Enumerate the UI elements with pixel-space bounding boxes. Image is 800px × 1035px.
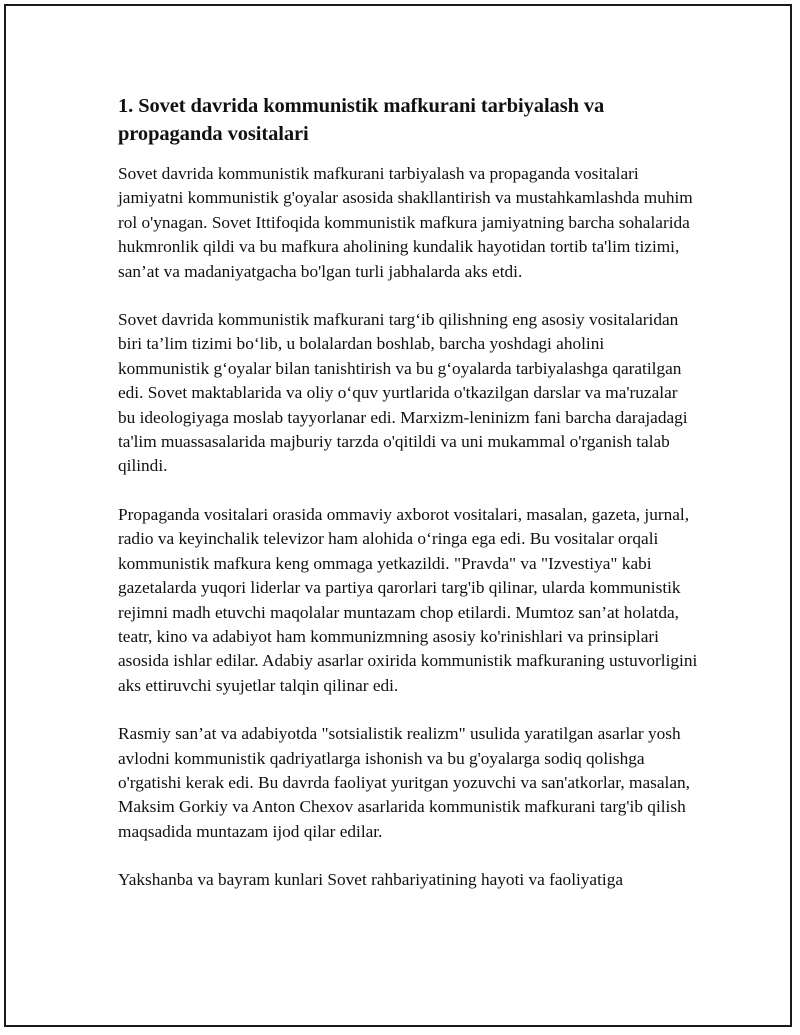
paragraph-socialist-realism: Rasmiy san’at va adabiyotda "sotsialistik realizm" usulida yaratilgan asarlar yosh avlodni kommunistik qadriyatlarga ishonish va bu g'oyalarga sodiq qolishga o'rgatishi kerak edi. Bu davrda faoliyat yuritgan yozuvchi va san'atkorlar, masalan, Maksim Gorkiy va Anton Chexov asarlarida kommunistik mafkurani targ'ib qilish maqsadida muntazam ijod qilar edilar.: [118, 724, 690, 841]
paragraph-education-system: Sovet davrida kommunistik mafkurani targ‘ib qilishning eng asosiy vositalaridan biri ta’lim tizimi bo‘lib, u bolalardan boshlab, barcha yoshdagi aholini kommunistik g‘oyalar bilan tanishtirish va bu g‘oyalarda tarbiyalashga qaratilgan edi. Sovet maktablarida va oliy o‘quv yurtlarida o'tkazilgan darslar va ma'ruzalar bu ideologiyaga moslab tayyorlanar edi. Marxizm-leninizm fani barcha darajadagi ta'lim muassasalarida majburiy tarzda o'qitildi va uni mukammal o'rganish talab qilindi.: [118, 310, 688, 476]
paragraph-education: Sovet davrida kommunistik mafkurani tarbiyalash va propaganda vositalari jamiyatni kommunistik g'oyalar asosida shakllantirish va mustahkamlashda muhim rol o'ynagan. Sovet Ittifoqida kommunistik mafkura jamiyatning barcha sohalarida hukmronlik qildi va bu mafkura aholining kundalik hayotidan tortib ta'lim tizimi, san’at va madaniyatgacha bo'lgan turli jabhalarda aks etdi.: [118, 164, 693, 281]
document-content: [118, 92, 698, 917]
paragraph-mass-media: Propaganda vositalari orasida ommaviy axborot vositalari, masalan, gazeta, jurnal, radio va keyinchalik televizor ham alohida o‘ringa ega edi. Bu vositalar orqali kommunistik mafkura keng ommaga yetkazildi. "Pravda" va "Izvestiya" kabi gazetalarda yuqori liderlar va partiya qarorlari targ'ib qilinar, ularda kommunistik rejimni madh etuvchi maqolalar muntazam chop etilardi. Mumtoz san’at holatda, teatr, kino va adabiyot ham kommunizmning asosiy ko'rinishlari va prinsiplari asosida ishlar edilar. Adabiy asarlar oxirida kommunistik mafkuraning ustuvorligini aks ettiruvchi syujetlar talqin qilinar edi.: [118, 504, 698, 695]
paragraph-holidays: Yakshanba va bayram kunlari Sovet rahbariyatining hayoti va faoliyatiga: [118, 870, 624, 890]
section-heading: 1. Sovet davrida kommunistik mafkurani tarbiyalash va propaganda vositalari: [118, 95, 605, 145]
